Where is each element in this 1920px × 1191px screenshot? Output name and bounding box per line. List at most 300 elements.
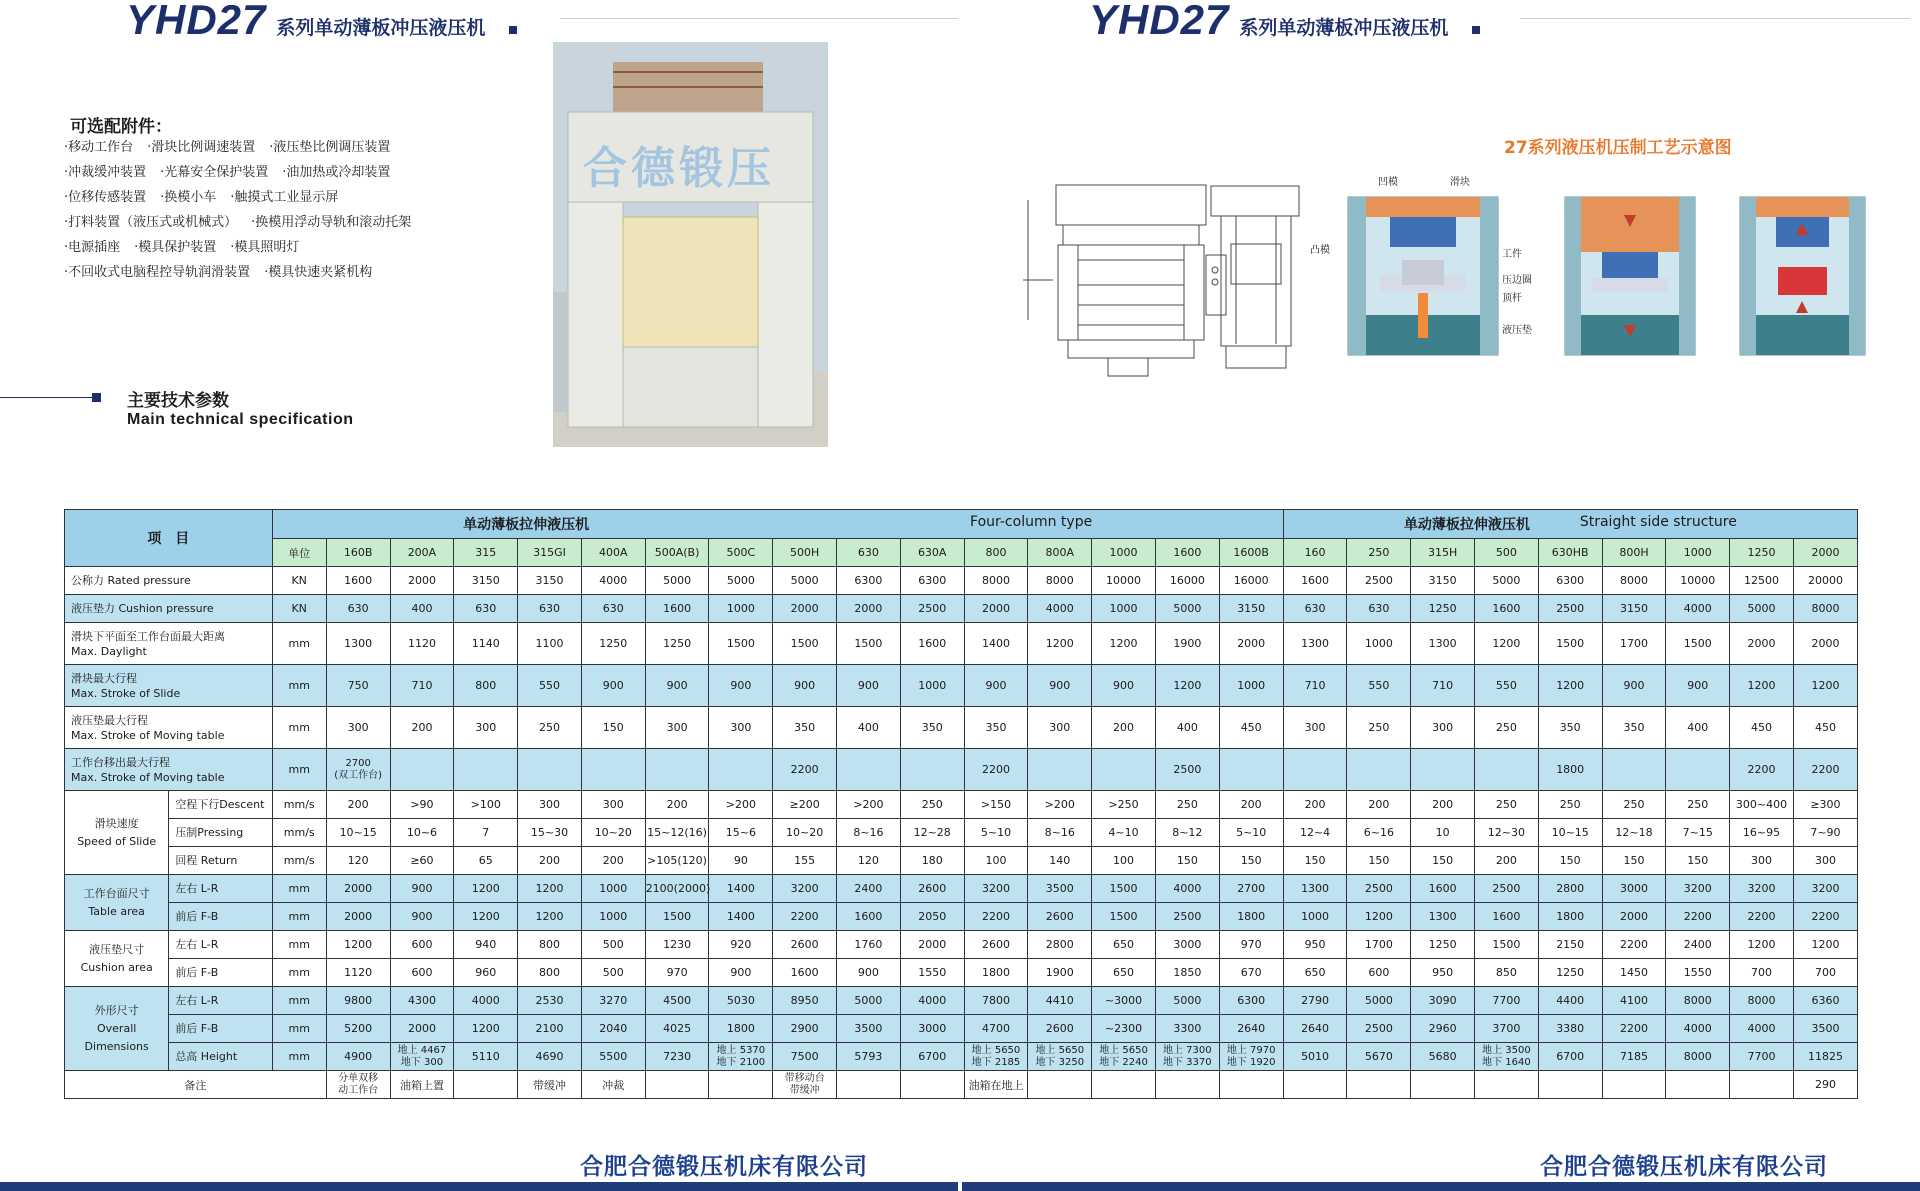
value-cell: 3150 [1602, 595, 1666, 623]
value-cell: 300 [518, 791, 582, 819]
unit-cell: mm [272, 931, 326, 959]
row-label [65, 749, 273, 791]
value-cell: 4000 [581, 567, 645, 595]
value-cell: 350 [900, 707, 964, 749]
model-header: 800 [964, 539, 1028, 567]
value-cell: 5670 [1347, 1043, 1411, 1071]
value-cell: 300~400 [1730, 791, 1794, 819]
unit-cell: mm [272, 1015, 326, 1043]
value-cell: 600 [390, 931, 454, 959]
value-cell: 3200 [1730, 875, 1794, 903]
value-cell: 4700 [964, 1015, 1028, 1043]
value-cell: 2960 [1411, 1015, 1475, 1043]
label-line: Dimensions [84, 1039, 149, 1053]
value-cell: 2400 [837, 875, 901, 903]
press-side-view-drawing [1206, 184, 1306, 384]
value-cell: 1600 [773, 959, 837, 987]
value-cell: 1000 [709, 595, 773, 623]
value-cell: 7700 [1730, 1043, 1794, 1071]
value-cell: 900 [773, 665, 837, 707]
table-row [65, 987, 1858, 1015]
value-cell: 200 [1283, 791, 1347, 819]
value-line: 地下 300 [400, 1056, 444, 1068]
spec-heading-square [92, 393, 101, 402]
value-cell: ≥300 [1793, 791, 1857, 819]
value-cell: 3200 [1793, 875, 1857, 903]
value-cell: 7~90 [1793, 819, 1857, 847]
value-cell [326, 749, 390, 791]
value-cell: 2800 [1028, 931, 1092, 959]
label-line: Cushion area [80, 960, 153, 974]
table-row [65, 1043, 1858, 1071]
value-cell: 200 [1347, 791, 1411, 819]
model-header: 630 [837, 539, 901, 567]
label-line: 滑块速度 [94, 816, 139, 830]
model-header: 200A [390, 539, 454, 567]
table-row [65, 931, 1858, 959]
model-header: 315GI [518, 539, 582, 567]
value-line: 地下 2240 [1099, 1056, 1148, 1068]
value-cell: 4400 [1538, 987, 1602, 1015]
value-cell: 8000 [1730, 987, 1794, 1015]
value-cell: 2400 [1666, 931, 1730, 959]
value-cell: 4025 [645, 1015, 709, 1043]
value-cell: 2900 [773, 1015, 837, 1043]
label-line: 工作台面尺寸 [83, 886, 150, 900]
value-cell: 630 [518, 595, 582, 623]
value-cell: 1200 [518, 903, 582, 931]
value-cell: 4410 [1028, 987, 1092, 1015]
sub-label: 左右 L-R [169, 875, 272, 903]
value-cell [390, 749, 454, 791]
value-cell: 2000 [964, 595, 1028, 623]
table-row [65, 903, 1858, 931]
value-cell: 2500 [1155, 749, 1219, 791]
value-cell: 300 [1411, 707, 1475, 749]
value-cell: 2200 [1793, 903, 1857, 931]
value-cell [964, 1043, 1028, 1071]
value-cell: ≥60 [390, 847, 454, 875]
value-cell: 5000 [645, 567, 709, 595]
value-cell: 940 [454, 931, 518, 959]
value-cell: 200 [1475, 847, 1539, 875]
value-cell: 550 [1347, 665, 1411, 707]
spec-heading-en: Main technical specification [127, 411, 354, 428]
value-line: 分单双移 [338, 1072, 379, 1084]
value-cell: 1400 [709, 903, 773, 931]
label-line: 公称力 Rated pressure [71, 574, 191, 587]
value-cell: >90 [390, 791, 454, 819]
table-row [65, 623, 1858, 665]
value-cell: 4000 [1730, 1015, 1794, 1043]
value-cell: 400 [837, 707, 901, 749]
value-cell: 200 [645, 791, 709, 819]
value-cell: 1200 [1730, 931, 1794, 959]
label-line: Max. Stroke of Slide [71, 686, 181, 700]
value-cell: 1200 [454, 875, 518, 903]
value-cell: 4000 [1028, 595, 1092, 623]
value-cell: 冲裁 [581, 1071, 645, 1099]
value-cell: 300 [1283, 707, 1347, 749]
value-cell: 10000 [1092, 567, 1156, 595]
row-label [65, 595, 273, 623]
value-cell: 1700 [1602, 623, 1666, 665]
value-cell: 16~95 [1730, 819, 1794, 847]
value-cell: 200 [581, 847, 645, 875]
value-cell: 2200 [1730, 903, 1794, 931]
value-cell: 300 [709, 707, 773, 749]
value-cell: 2200 [1730, 749, 1794, 791]
value-cell: 3500 [837, 1015, 901, 1043]
unit-cell: mm/s [272, 791, 326, 819]
value-cell: 2600 [773, 931, 837, 959]
value-cell: 630 [1283, 595, 1347, 623]
right-top-rule [1520, 18, 1910, 19]
value-cell: 3150 [454, 567, 518, 595]
value-cell: 700 [1793, 959, 1857, 987]
value-cell: 2000 [1219, 623, 1283, 665]
value-cell: 2640 [1219, 1015, 1283, 1043]
sub-label: 总高 Height [169, 1043, 272, 1071]
value-cell: 2000 [1730, 623, 1794, 665]
table-row [65, 1015, 1858, 1043]
value-cell [454, 1071, 518, 1099]
table-row [65, 665, 1858, 707]
value-cell: 1250 [1538, 959, 1602, 987]
bottom-bar-gutter [958, 1182, 962, 1191]
value-cell [900, 749, 964, 791]
value-cell: 900 [837, 959, 901, 987]
value-cell: 120 [837, 847, 901, 875]
value-cell: 650 [1092, 959, 1156, 987]
value-cell: 5~10 [964, 819, 1028, 847]
value-cell: 9800 [326, 987, 390, 1015]
value-cell: 630 [581, 595, 645, 623]
accessory-item: ·冲裁缓冲装置 [64, 165, 147, 180]
value-cell: 3200 [964, 875, 1028, 903]
value-cell: 10~20 [581, 819, 645, 847]
value-cell: 180 [900, 847, 964, 875]
table-row [65, 959, 1858, 987]
value-cell: 油箱在地上 [964, 1071, 1028, 1099]
value-cell [1092, 1071, 1156, 1099]
value-cell: 1500 [1666, 623, 1730, 665]
value-cell: 1230 [645, 931, 709, 959]
value-cell: 7230 [645, 1043, 709, 1071]
unit-cell: mm [272, 987, 326, 1015]
value-cell: 6700 [900, 1043, 964, 1071]
value-cell: 15~12(16) [645, 819, 709, 847]
value-cell: 1200 [1155, 665, 1219, 707]
value-cell: 2150 [1538, 931, 1602, 959]
group2-cn: 单动薄板拉伸液压机 [1403, 517, 1530, 533]
unit-cell: mm [272, 707, 326, 749]
value-cell [837, 1071, 901, 1099]
value-cell: ≥200 [773, 791, 837, 819]
value-cell: 1500 [1538, 623, 1602, 665]
value-cell: 1400 [709, 875, 773, 903]
value-cell: 1200 [1347, 903, 1411, 931]
value-cell: 7500 [773, 1043, 837, 1071]
value-cell: 6300 [900, 567, 964, 595]
value-cell: 1250 [645, 623, 709, 665]
value-cell: 300 [1730, 847, 1794, 875]
accessory-item: ·油加热或冷却装置 [282, 165, 391, 180]
value-cell: 1800 [709, 1015, 773, 1043]
value-cell: 1400 [964, 623, 1028, 665]
label-slide: 滑块 [1450, 177, 1470, 188]
value-cell: 8000 [964, 567, 1028, 595]
value-cell: 5200 [326, 1015, 390, 1043]
value-cell: 250 [1666, 791, 1730, 819]
value-cell: 1700 [1347, 931, 1411, 959]
value-cell: 250 [900, 791, 964, 819]
value-line: 地下 1920 [1226, 1056, 1276, 1068]
dimensions-group-label [65, 987, 169, 1071]
press-machine-photo [553, 42, 828, 447]
value-cell: 8~16 [1028, 819, 1092, 847]
value-cell: 3500 [1793, 1015, 1857, 1043]
value-cell: 油箱上置 [390, 1071, 454, 1099]
value-cell: 250 [1475, 707, 1539, 749]
value-cell: 2100 [518, 1015, 582, 1043]
value-cell: 10~15 [326, 819, 390, 847]
accessory-item: ·位移传感装置 [64, 190, 147, 205]
value-cell: 6300 [1219, 987, 1283, 1015]
value-cell: 1250 [581, 623, 645, 665]
model-header: 160 [1283, 539, 1347, 567]
value-cell: 500 [581, 931, 645, 959]
accessory-item: ·光幕安全保护装置 [160, 165, 269, 180]
row-label [65, 707, 273, 749]
model-header: 630HB [1538, 539, 1602, 567]
value-cell: 700 [1730, 959, 1794, 987]
right-model-title: YHD27 [1089, 0, 1230, 43]
value-cell: 250 [1475, 791, 1539, 819]
model-header: 1250 [1730, 539, 1794, 567]
value-cell: 1300 [1411, 903, 1475, 931]
value-cell [1283, 749, 1347, 791]
value-cell: 1800 [1538, 749, 1602, 791]
value-cell: 900 [390, 875, 454, 903]
value-cell: 5000 [773, 567, 837, 595]
value-cell: 5000 [1730, 595, 1794, 623]
value-cell: 10~6 [390, 819, 454, 847]
value-cell: 1500 [645, 903, 709, 931]
value-cell: 900 [837, 665, 901, 707]
value-cell: 300 [1793, 847, 1857, 875]
value-cell: 630 [1347, 595, 1411, 623]
accessory-row [64, 160, 454, 185]
label-blank-holder: 压边圈 [1502, 275, 1532, 286]
value-cell: 630 [326, 595, 390, 623]
model-header: 800A [1028, 539, 1092, 567]
value-cell [1155, 1043, 1219, 1071]
value-cell: 2500 [900, 595, 964, 623]
value-cell: 2600 [1028, 903, 1092, 931]
value-cell: 1140 [454, 623, 518, 665]
value-cell: 4000 [1155, 875, 1219, 903]
value-cell: 15~6 [709, 819, 773, 847]
value-line: 动工作台 [338, 1084, 379, 1096]
value-cell: 300 [581, 791, 645, 819]
value-cell: 12~28 [900, 819, 964, 847]
value-cell [709, 1043, 773, 1071]
value-line: 地上 7970 [1226, 1044, 1276, 1056]
value-cell: 400 [1155, 707, 1219, 749]
value-cell: 1200 [1475, 623, 1539, 665]
value-cell: 150 [1538, 847, 1602, 875]
value-cell: 250 [1538, 791, 1602, 819]
value-cell: 3200 [773, 875, 837, 903]
value-cell: 8~12 [1155, 819, 1219, 847]
label-line: 液压垫最大行程 [71, 713, 148, 727]
value-cell: 1600 [326, 567, 390, 595]
value-cell: 4100 [1602, 987, 1666, 1015]
model-header: 630A [900, 539, 964, 567]
process-diagram-title: 27系列液压机压制工艺示意图 [1504, 138, 1732, 158]
unit-cell: mm [272, 875, 326, 903]
value-cell: 950 [1411, 959, 1475, 987]
sub-label: 前后 F-B [169, 1015, 272, 1043]
value-cell: 1200 [1730, 665, 1794, 707]
value-cell: 600 [1347, 959, 1411, 987]
value-cell [645, 1071, 709, 1099]
process-stage-2 [1565, 197, 1695, 355]
value-cell [1538, 1071, 1602, 1099]
value-cell: 350 [773, 707, 837, 749]
value-cell: 1550 [1666, 959, 1730, 987]
value-cell: 550 [1475, 665, 1539, 707]
unit-cell: KN [272, 595, 326, 623]
value-cell: 5110 [454, 1043, 518, 1071]
value-cell: 1300 [1283, 875, 1347, 903]
unit-cell: mm [272, 959, 326, 987]
value-cell: 150 [1283, 847, 1347, 875]
value-cell: 1500 [837, 623, 901, 665]
value-cell: 3000 [900, 1015, 964, 1043]
label-line: 液压垫力 Cushion pressure [71, 602, 214, 615]
value-cell: 450 [1219, 707, 1283, 749]
value-cell: 5000 [1475, 567, 1539, 595]
value-cell: 2200 [1602, 1015, 1666, 1043]
value-cell: 300 [645, 707, 709, 749]
value-cell: 155 [773, 847, 837, 875]
value-cell: 750 [326, 665, 390, 707]
value-line: 地上 3500 [1482, 1044, 1531, 1056]
value-line: 地上 4467 [397, 1044, 447, 1056]
press-machine-illustration [553, 42, 828, 447]
value-cell: 1300 [1283, 623, 1347, 665]
value-cell: 8000 [1666, 987, 1730, 1015]
label-line: 外形尺寸 [94, 1003, 139, 1017]
value-cell: 2500 [1538, 595, 1602, 623]
value-cell: >250 [1092, 791, 1156, 819]
value-cell: 710 [1411, 665, 1475, 707]
label-workpiece: 工件 [1502, 249, 1522, 260]
value-cell: 1850 [1155, 959, 1219, 987]
value-cell: 2000 [326, 903, 390, 931]
accessory-row [64, 185, 454, 210]
value-cell: 1000 [581, 875, 645, 903]
spec-table [64, 509, 1858, 1099]
value-cell: 2000 [390, 1015, 454, 1043]
accessories-list [64, 135, 454, 285]
value-cell: 16000 [1155, 567, 1219, 595]
value-cell: 1800 [1219, 903, 1283, 931]
value-cell: 920 [709, 931, 773, 959]
table-row [65, 791, 1858, 819]
sub-label: 左右 L-R [169, 987, 272, 1015]
value-cell: 2500 [1347, 875, 1411, 903]
value-cell: 200 [1411, 791, 1475, 819]
value-cell: >150 [964, 791, 1028, 819]
value-cell: 3150 [1219, 595, 1283, 623]
value-cell: 1200 [518, 875, 582, 903]
value-cell: 2200 [1666, 903, 1730, 931]
photo-watermark: 合德锻压 [583, 143, 775, 194]
value-cell [1028, 1043, 1092, 1071]
speed-group-label [65, 791, 169, 875]
group1-header-wrap [273, 514, 1283, 534]
value-cell [1347, 1071, 1411, 1099]
group2-header-wrap [1284, 514, 1857, 534]
value-cell [1219, 1043, 1283, 1071]
value-cell: 350 [1602, 707, 1666, 749]
value-cell: 2800 [1538, 875, 1602, 903]
value-line: 地下 3250 [1035, 1056, 1085, 1068]
value-cell: 4500 [645, 987, 709, 1015]
value-cell: 100 [1092, 847, 1156, 875]
value-cell: 10~15 [1538, 819, 1602, 847]
label-line: Table area [88, 904, 145, 918]
value-cell: 900 [1602, 665, 1666, 707]
label-line: 液压垫尺寸 [89, 942, 145, 956]
value-cell: 15~30 [518, 819, 582, 847]
model-header: 500H [773, 539, 837, 567]
accessory-item: ·滑块比例调速装置 [147, 140, 256, 155]
value-cell: 6360 [1793, 987, 1857, 1015]
value-cell: 3700 [1475, 1015, 1539, 1043]
label-line: 工作台移出最大行程 [71, 755, 170, 769]
value-cell [1475, 749, 1539, 791]
value-cell: 4000 [454, 987, 518, 1015]
value-cell: 7185 [1602, 1043, 1666, 1071]
value-cell: ~2300 [1092, 1015, 1156, 1043]
value-cell: 2000 [326, 875, 390, 903]
accessory-item: ·打料装置（液压式或机械式） [64, 215, 238, 230]
value-cell: 6300 [837, 567, 901, 595]
value-cell: 650 [1092, 931, 1156, 959]
value-cell: 1900 [1028, 959, 1092, 987]
value-cell: 3380 [1538, 1015, 1602, 1043]
value-cell: 8000 [1028, 567, 1092, 595]
label-concave: 凹模 [1378, 177, 1398, 188]
value-cell: 900 [964, 665, 1028, 707]
value-cell: 4~10 [1092, 819, 1156, 847]
value-cell: 900 [390, 903, 454, 931]
value-line: 地上 7300 [1163, 1044, 1212, 1056]
value-cell: 5500 [581, 1043, 645, 1071]
value-cell: 290 [1793, 1071, 1857, 1099]
value-cell: 1600 [1475, 903, 1539, 931]
value-cell: 7~15 [1666, 819, 1730, 847]
value-cell: 8000 [1666, 1043, 1730, 1071]
value-cell: 1000 [1219, 665, 1283, 707]
value-cell: 800 [518, 959, 582, 987]
model-header: 1600B [1219, 539, 1283, 567]
sub-label: 回程 Return [169, 847, 272, 875]
